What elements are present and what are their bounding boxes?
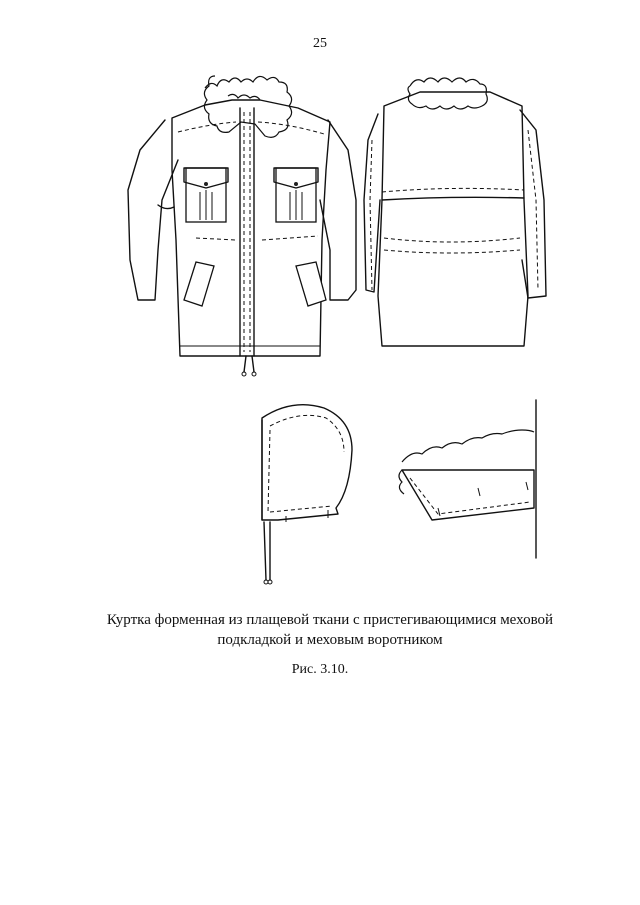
fur-collar-inner: [228, 94, 260, 100]
fur-lining-detail: [399, 400, 536, 558]
fur-lining-edge: [399, 470, 404, 494]
front-left-sleeve: [128, 120, 178, 300]
back-waist-drawstring: [384, 238, 520, 253]
front-right-sleeve: [320, 120, 356, 300]
hood-front-stitch: [268, 430, 270, 512]
page-number: 25: [313, 36, 327, 51]
fur-collar-front: [204, 76, 291, 137]
fur-lining-stitch: [410, 478, 530, 514]
jacket-back-view: [364, 78, 546, 346]
fur-collar-back: [408, 78, 487, 109]
hood-crown-stitch: [270, 415, 344, 452]
caption-line-1: Куртка форменная из плащевой ткани с пристегивающимися меховой: [106, 612, 554, 628]
figure-caption: [60, 610, 600, 650]
front-body-outline: [172, 100, 330, 356]
front-waist-drawstring: [196, 236, 318, 240]
fur-lining-body: [402, 470, 534, 520]
front-sleeve-strap: [158, 205, 174, 209]
front-pocket-button-right: [294, 182, 298, 186]
back-body-outline: [378, 92, 528, 346]
caption-line-2: подкладкой и меховым воротником: [217, 632, 443, 648]
fur-lining-top: [402, 430, 534, 462]
back-yoke-seam: [382, 197, 524, 200]
front-side-pocket-left: [184, 262, 214, 306]
back-sleeve-stitch-right: [528, 130, 538, 290]
front-placket-stitch: [244, 112, 250, 352]
front-placket: [240, 108, 254, 356]
front-bottom-drawcord: [244, 356, 254, 372]
hood-drawcord: [264, 522, 270, 580]
hood-drawing: [262, 405, 352, 584]
back-sleeve-stitch-left: [370, 140, 372, 290]
back-yoke-stitch: [382, 188, 524, 192]
hood-bottom-stitch: [270, 506, 332, 512]
hood-outline: [262, 405, 352, 520]
jacket-front-view: [128, 76, 356, 376]
front-pocket-button-left: [204, 182, 208, 186]
figure-label: Рис. 3.10.: [291, 662, 349, 677]
